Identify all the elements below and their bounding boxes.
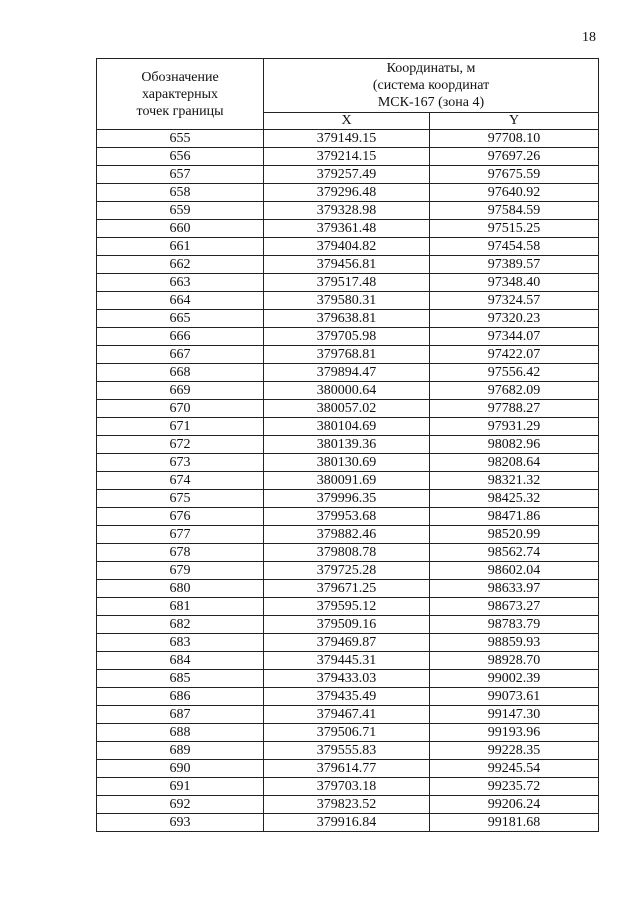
table-row [97, 616, 599, 634]
table-row [97, 202, 599, 220]
point-cell: 680 [97, 580, 264, 598]
y-coordinate-cell: 97675.59 [430, 166, 599, 184]
point-cell: 686 [97, 688, 264, 706]
y-coordinate-cell: 97344.07 [430, 328, 599, 346]
table-row [97, 220, 599, 238]
header-point-line-2: характерных [141, 86, 219, 102]
y-coordinate-cell: 97348.40 [430, 274, 599, 292]
table-row [97, 670, 599, 688]
x-coordinate-cell: 379433.03 [264, 670, 430, 688]
point-cell: 659 [97, 202, 264, 220]
y-coordinate-cell: 98082.96 [430, 436, 599, 454]
x-coordinate-cell: 379214.15 [264, 148, 430, 166]
point-cell: 666 [97, 328, 264, 346]
table-row [97, 418, 599, 436]
y-coordinate-cell: 98673.27 [430, 598, 599, 616]
header-coords-line-1: Координаты, м [386, 61, 476, 76]
y-coordinate-cell: 98321.32 [430, 472, 599, 490]
point-cell: 685 [97, 670, 264, 688]
x-coordinate-cell: 379509.16 [264, 616, 430, 634]
table-row [97, 724, 599, 742]
point-cell: 679 [97, 562, 264, 580]
point-cell: 689 [97, 742, 264, 760]
y-coordinate-cell: 97320.23 [430, 310, 599, 328]
x-coordinate-cell: 379671.25 [264, 580, 430, 598]
point-cell: 673 [97, 454, 264, 472]
table-row [97, 796, 599, 814]
y-coordinate-cell: 98425.32 [430, 490, 599, 508]
table-row [97, 688, 599, 706]
y-coordinate-cell: 99245.54 [430, 760, 599, 778]
y-coordinate-cell: 99235.72 [430, 778, 599, 796]
header-point-designation [97, 59, 264, 130]
table-row [97, 472, 599, 490]
table-row [97, 454, 599, 472]
table-row [97, 292, 599, 310]
point-cell: 691 [97, 778, 264, 796]
y-coordinate-cell: 97708.10 [430, 130, 599, 148]
header-coords-line-3: МСК-167 (зона 4) [377, 95, 485, 110]
point-cell: 657 [97, 166, 264, 184]
x-coordinate-cell: 379580.31 [264, 292, 430, 310]
y-coordinate-cell: 97454.58 [430, 238, 599, 256]
x-coordinate-cell: 379953.68 [264, 508, 430, 526]
point-cell: 693 [97, 814, 264, 832]
x-coordinate-cell: 379894.47 [264, 364, 430, 382]
x-coordinate-cell: 379296.48 [264, 184, 430, 202]
x-coordinate-cell: 380130.69 [264, 454, 430, 472]
coordinates-table [96, 58, 599, 832]
table-row [97, 526, 599, 544]
x-coordinate-cell: 380139.36 [264, 436, 430, 454]
x-coordinate-cell: 379996.35 [264, 490, 430, 508]
point-cell: 668 [97, 364, 264, 382]
x-coordinate-cell: 379328.98 [264, 202, 430, 220]
y-coordinate-cell: 98471.86 [430, 508, 599, 526]
point-cell: 678 [97, 544, 264, 562]
y-coordinate-cell: 97515.25 [430, 220, 599, 238]
x-coordinate-cell: 379705.98 [264, 328, 430, 346]
table-row [97, 364, 599, 382]
y-coordinate-cell: 99228.35 [430, 742, 599, 760]
x-coordinate-cell: 379703.18 [264, 778, 430, 796]
header-point-line-3: точек границы [136, 103, 224, 119]
point-cell: 692 [97, 796, 264, 814]
x-coordinate-cell: 379506.71 [264, 724, 430, 742]
y-coordinate-cell: 98928.70 [430, 652, 599, 670]
x-coordinate-cell: 379456.81 [264, 256, 430, 274]
y-coordinate-cell: 98562.74 [430, 544, 599, 562]
point-cell: 671 [97, 418, 264, 436]
x-coordinate-cell: 379808.78 [264, 544, 430, 562]
page-number: 18 [582, 30, 596, 45]
table-row [97, 436, 599, 454]
point-cell: 667 [97, 346, 264, 364]
table-row [97, 490, 599, 508]
x-coordinate-cell: 379435.49 [264, 688, 430, 706]
y-coordinate-cell: 97640.92 [430, 184, 599, 202]
table-row [97, 346, 599, 364]
point-cell: 683 [97, 634, 264, 652]
y-coordinate-cell: 99073.61 [430, 688, 599, 706]
point-cell: 663 [97, 274, 264, 292]
table-row [97, 274, 599, 292]
point-cell: 684 [97, 652, 264, 670]
x-coordinate-cell: 379916.84 [264, 814, 430, 832]
x-coordinate-cell: 379517.48 [264, 274, 430, 292]
point-cell: 662 [97, 256, 264, 274]
y-coordinate-cell: 97556.42 [430, 364, 599, 382]
point-cell: 675 [97, 490, 264, 508]
point-cell: 687 [97, 706, 264, 724]
y-coordinate-cell: 98859.93 [430, 634, 599, 652]
y-coordinate-cell: 99002.39 [430, 670, 599, 688]
point-cell: 664 [97, 292, 264, 310]
table-row [97, 382, 599, 400]
table-body [97, 130, 599, 832]
table-row [97, 148, 599, 166]
x-coordinate-cell: 379614.77 [264, 760, 430, 778]
table-row [97, 184, 599, 202]
x-coordinate-cell: 379404.82 [264, 238, 430, 256]
table-header [97, 59, 599, 130]
y-coordinate-cell: 99193.96 [430, 724, 599, 742]
y-coordinate-cell: 97697.26 [430, 148, 599, 166]
y-coordinate-cell: 97788.27 [430, 400, 599, 418]
table-row [97, 310, 599, 328]
x-coordinate-cell: 380091.69 [264, 472, 430, 490]
header-row-main [97, 59, 599, 113]
header-y: Y [430, 113, 599, 130]
y-coordinate-cell: 97422.07 [430, 346, 599, 364]
x-coordinate-cell: 379149.15 [264, 130, 430, 148]
x-coordinate-cell: 380000.64 [264, 382, 430, 400]
y-coordinate-cell: 98633.97 [430, 580, 599, 598]
x-coordinate-cell: 379768.81 [264, 346, 430, 364]
table-row [97, 166, 599, 184]
y-coordinate-cell: 99181.68 [430, 814, 599, 832]
point-cell: 656 [97, 148, 264, 166]
x-coordinate-cell: 379469.87 [264, 634, 430, 652]
table-row [97, 778, 599, 796]
point-cell: 655 [97, 130, 264, 148]
table-row [97, 652, 599, 670]
table-row [97, 580, 599, 598]
table-row [97, 400, 599, 418]
table-row [97, 238, 599, 256]
x-coordinate-cell: 379595.12 [264, 598, 430, 616]
point-cell: 660 [97, 220, 264, 238]
header-coords-line-2: (система координат [372, 78, 490, 93]
x-coordinate-cell: 380104.69 [264, 418, 430, 436]
table-row [97, 562, 599, 580]
x-coordinate-cell: 379823.52 [264, 796, 430, 814]
point-cell: 672 [97, 436, 264, 454]
y-coordinate-cell: 98602.04 [430, 562, 599, 580]
point-cell: 688 [97, 724, 264, 742]
y-coordinate-cell: 97931.29 [430, 418, 599, 436]
table-row [97, 634, 599, 652]
y-coordinate-cell: 99147.30 [430, 706, 599, 724]
table-row [97, 760, 599, 778]
table-row [97, 130, 599, 148]
x-coordinate-cell: 379445.31 [264, 652, 430, 670]
point-cell: 674 [97, 472, 264, 490]
table-row [97, 328, 599, 346]
table-row [97, 508, 599, 526]
y-coordinate-cell: 99206.24 [430, 796, 599, 814]
x-coordinate-cell: 379725.28 [264, 562, 430, 580]
y-coordinate-cell: 98208.64 [430, 454, 599, 472]
point-cell: 677 [97, 526, 264, 544]
x-coordinate-cell: 379882.46 [264, 526, 430, 544]
x-coordinate-cell: 380057.02 [264, 400, 430, 418]
point-cell: 682 [97, 616, 264, 634]
point-cell: 665 [97, 310, 264, 328]
x-coordinate-cell: 379257.49 [264, 166, 430, 184]
y-coordinate-cell: 97389.57 [430, 256, 599, 274]
point-cell: 681 [97, 598, 264, 616]
point-cell: 676 [97, 508, 264, 526]
y-coordinate-cell: 97324.57 [430, 292, 599, 310]
y-coordinate-cell: 97682.09 [430, 382, 599, 400]
y-coordinate-cell: 98783.79 [430, 616, 599, 634]
point-cell: 669 [97, 382, 264, 400]
table-row [97, 256, 599, 274]
header-coordinates [264, 59, 599, 113]
x-coordinate-cell: 379638.81 [264, 310, 430, 328]
table-row [97, 814, 599, 832]
header-point-line-1: Обозначение [141, 69, 219, 85]
x-coordinate-cell: 379361.48 [264, 220, 430, 238]
table-row [97, 742, 599, 760]
x-coordinate-cell: 379467.41 [264, 706, 430, 724]
table-row [97, 598, 599, 616]
point-cell: 690 [97, 760, 264, 778]
point-cell: 670 [97, 400, 264, 418]
table-row [97, 544, 599, 562]
point-cell: 658 [97, 184, 264, 202]
point-cell: 661 [97, 238, 264, 256]
table-row [97, 706, 599, 724]
y-coordinate-cell: 97584.59 [430, 202, 599, 220]
x-coordinate-cell: 379555.83 [264, 742, 430, 760]
header-x: X [264, 113, 430, 130]
y-coordinate-cell: 98520.99 [430, 526, 599, 544]
